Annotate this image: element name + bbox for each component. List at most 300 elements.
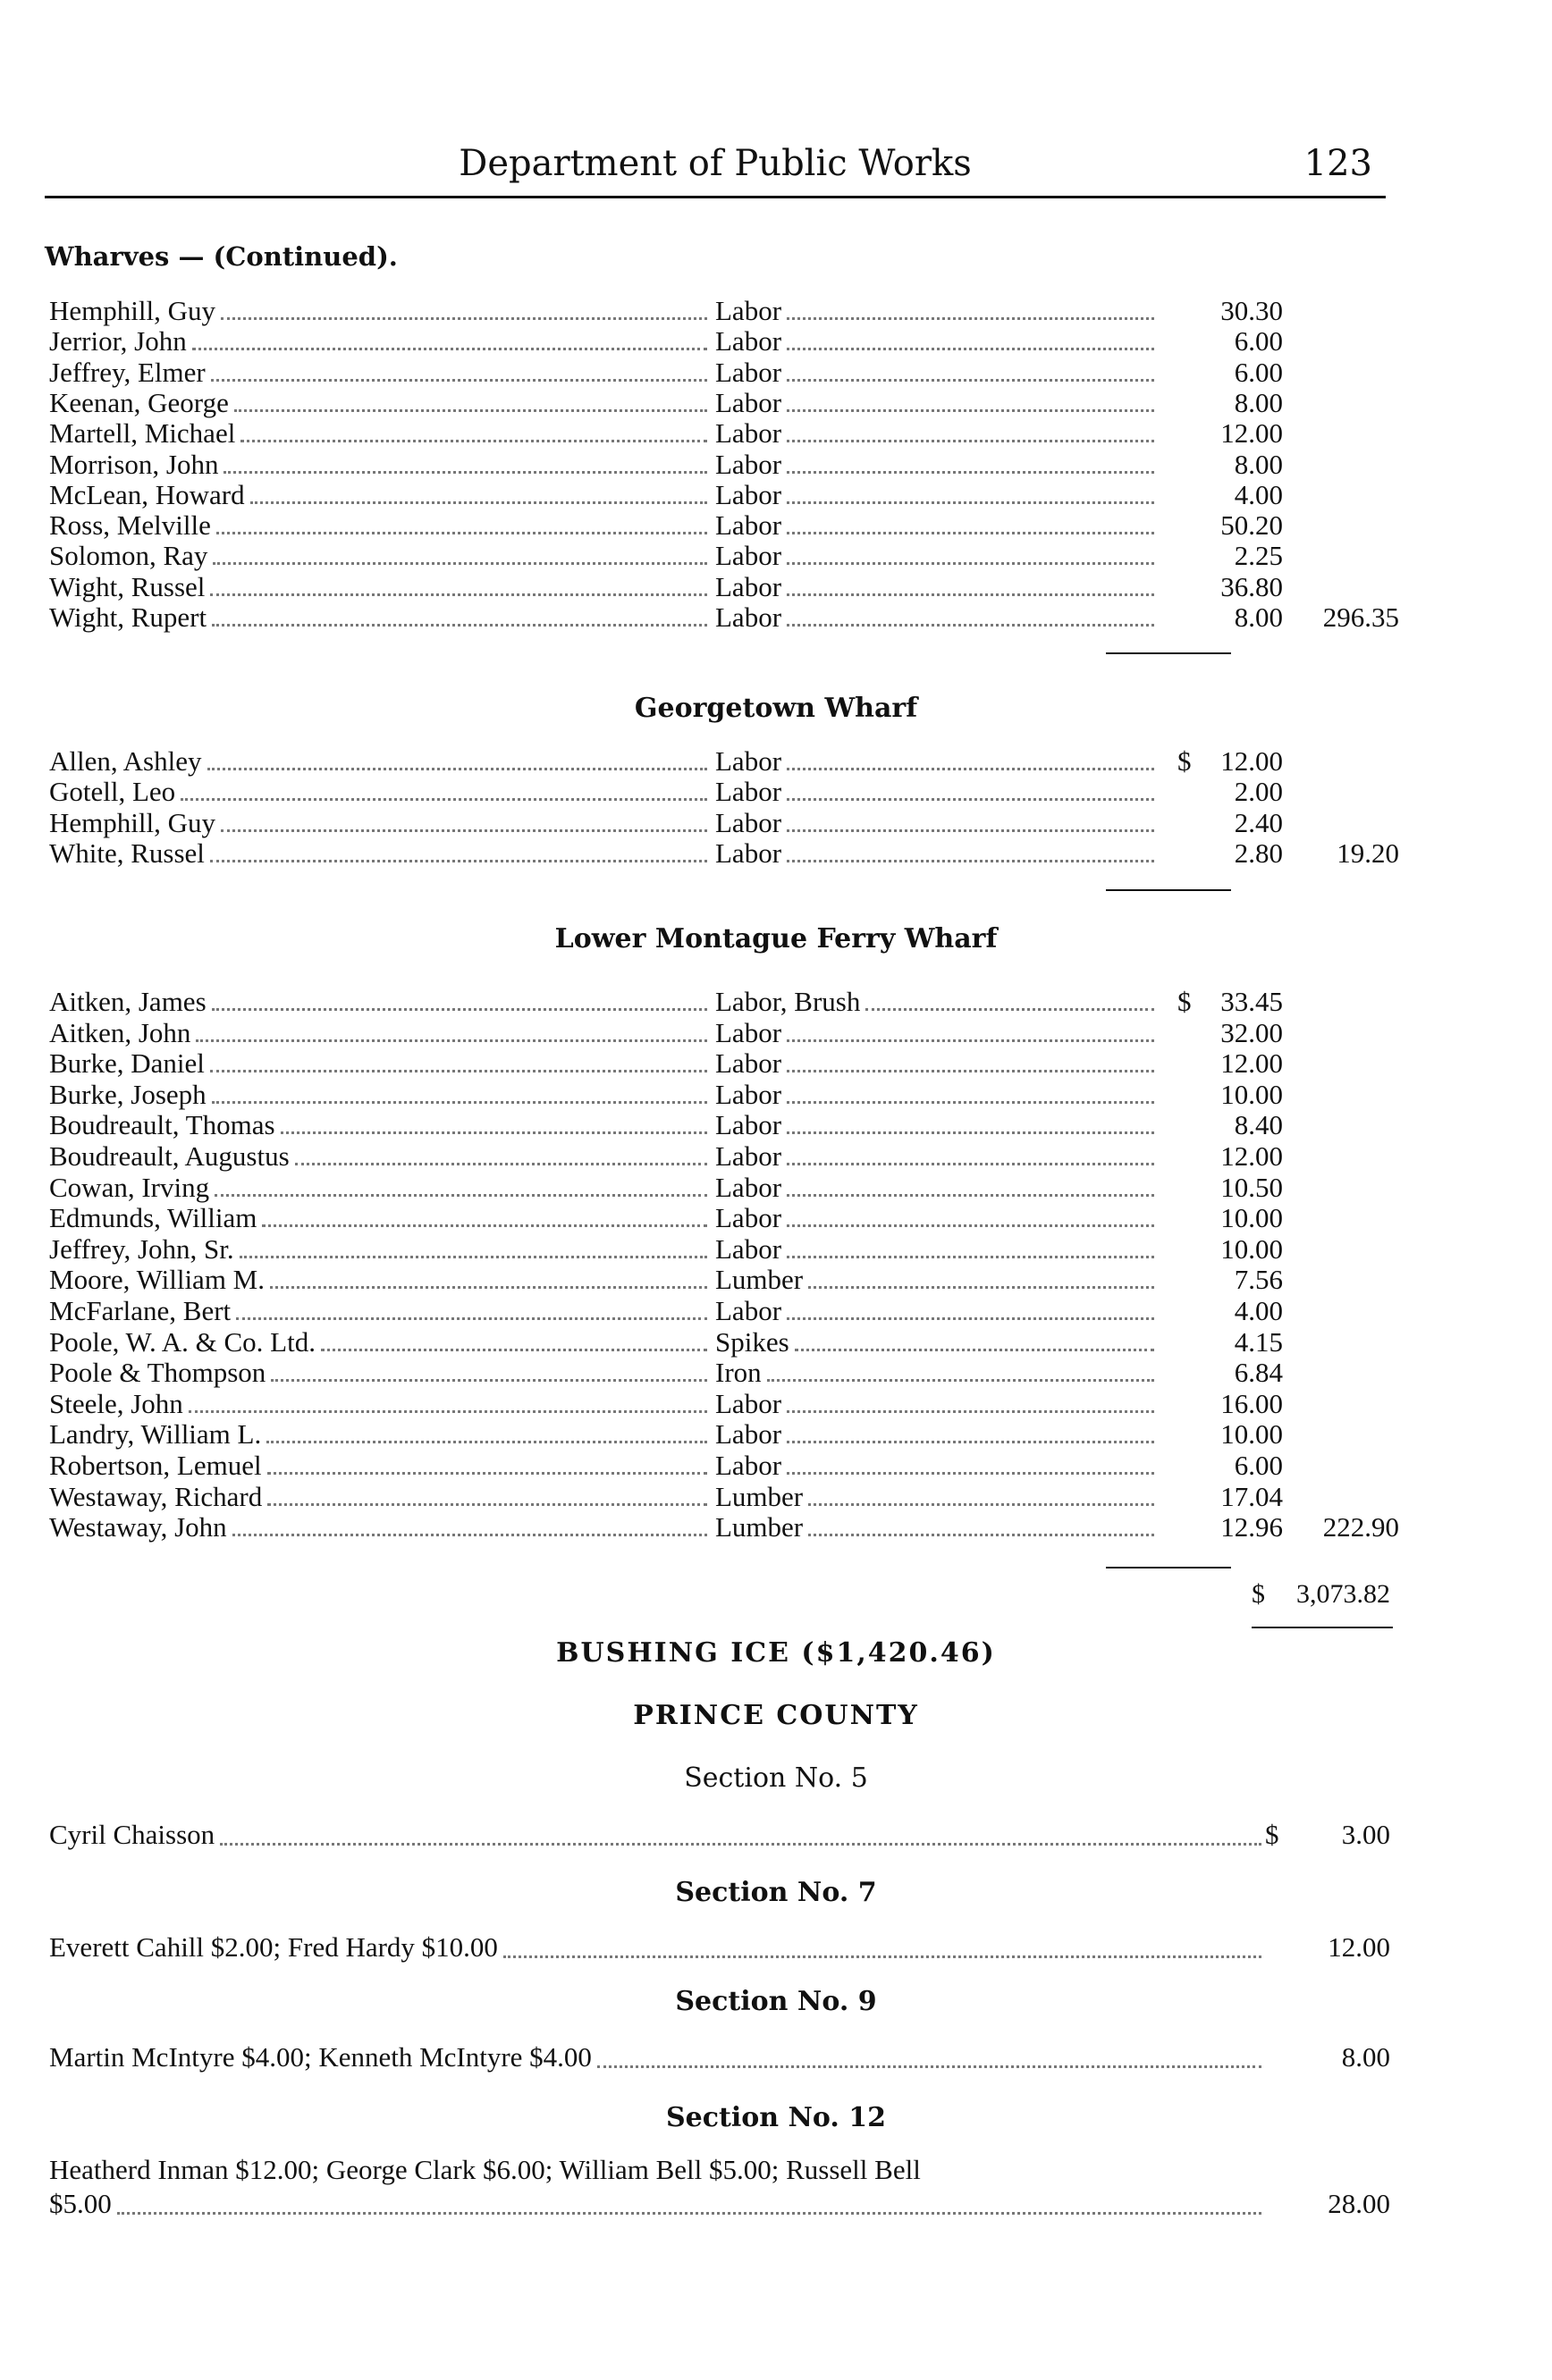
payment-type: Labor <box>715 449 782 480</box>
amount: 32.00 <box>1220 1016 1283 1048</box>
type-cell <box>715 1048 1158 1079</box>
payment-type: Labor <box>715 1110 782 1141</box>
type-cell <box>715 326 1158 357</box>
payment-type: Labor <box>715 1172 782 1203</box>
payment-type: Labor <box>715 602 782 633</box>
payee-name: Gotell, Leo <box>49 777 176 808</box>
amount: 6.00 <box>1234 356 1283 388</box>
payee-name: Wight, Rupert <box>49 602 207 633</box>
payment-type: Labor <box>715 1203 782 1234</box>
table-row <box>49 1110 1399 1140</box>
dot-leader <box>210 1048 707 1072</box>
table-row <box>49 746 1399 777</box>
type-cell <box>715 357 1158 388</box>
dollar-sign: $ <box>1177 745 1192 777</box>
dot-leader <box>808 1265 1154 1289</box>
dot-leader <box>212 987 707 1011</box>
table-row <box>49 1419 1399 1450</box>
dot-leader <box>787 1173 1154 1197</box>
table-row <box>49 987 1399 1017</box>
payee-name: Boudreault, Augustus <box>49 1141 290 1172</box>
amount: 2.00 <box>1234 776 1283 808</box>
dot-leader <box>295 1141 707 1165</box>
dot-leader <box>808 1482 1154 1506</box>
payment-type: Labor <box>715 357 782 388</box>
payee-name: Wight, Russel <box>49 571 206 602</box>
table-row <box>49 808 1399 838</box>
name-cell <box>49 746 711 777</box>
payee-name: Burke, Daniel <box>49 1048 205 1080</box>
item-text: Martin McIntyre $4.00; Kenneth McIntyre $4.00 <box>49 2041 592 2073</box>
dot-leader <box>196 1018 707 1042</box>
payee-name: Moore, William M. <box>49 1265 265 1296</box>
type-cell <box>715 987 1158 1017</box>
amount: 12.00 <box>1220 1047 1283 1080</box>
dot-leader <box>787 1018 1154 1042</box>
payee-name: Poole, W. A. & Co. Ltd. <box>49 1326 316 1358</box>
payee-name: Burke, Joseph <box>49 1079 207 1110</box>
subtotal-rule <box>1106 652 1231 654</box>
type-cell <box>715 1173 1158 1203</box>
subtotal-rule <box>1106 889 1231 891</box>
payee-name: Hemphill, Guy <box>49 296 215 326</box>
type-cell <box>715 541 1158 571</box>
dot-leader <box>270 1265 707 1289</box>
table-row <box>49 1203 1399 1233</box>
dot-leader <box>210 572 707 596</box>
payee-name: Keenan, George <box>49 387 229 418</box>
dot-leader <box>787 357 1154 382</box>
payment-type: Labor <box>715 1048 782 1080</box>
payment-type: Lumber <box>715 1265 804 1296</box>
name-cell <box>49 1265 711 1295</box>
type-cell <box>715 418 1158 449</box>
amount: 10.00 <box>1220 1078 1283 1110</box>
amount: 7.56 <box>1234 1264 1283 1296</box>
payee-name: Westaway, Richard <box>49 1481 263 1512</box>
name-cell <box>49 326 711 357</box>
section-9-heading: Section No. 9 <box>675 1986 877 2017</box>
dot-leader <box>787 510 1154 534</box>
dot-leader <box>192 326 707 350</box>
dot-leader <box>787 1141 1154 1165</box>
subtotal-rule <box>1106 1567 1231 1568</box>
name-cell <box>49 1451 711 1481</box>
table-row <box>49 510 1399 541</box>
dot-leader <box>787 1203 1154 1227</box>
bushing-ice-heading: BUSHING ICE ($1,420.46) <box>556 1637 996 1669</box>
table-row <box>49 418 1399 449</box>
dot-leader <box>221 808 707 832</box>
table-row <box>49 357 1399 388</box>
payment-type: Labor <box>715 296 782 326</box>
type-cell <box>715 572 1158 602</box>
type-cell <box>715 746 1158 777</box>
dot-leader <box>321 1327 707 1351</box>
payee-name: Landry, William L. <box>49 1419 262 1451</box>
dot-leader <box>787 450 1154 474</box>
page-title: Department of Public Works <box>459 143 972 184</box>
table-row <box>49 1048 1399 1079</box>
amount: 2.80 <box>1234 837 1283 869</box>
table-row <box>49 1512 1399 1543</box>
payee-name: Poole & Thompson <box>49 1358 266 1389</box>
page-number: 123 <box>1303 143 1372 184</box>
name-cell <box>49 357 711 388</box>
payment-type: Labor <box>715 777 782 808</box>
dot-leader <box>787 326 1154 350</box>
payment-type: Labor <box>715 1079 782 1110</box>
dollar-sign: $ <box>1177 986 1192 1017</box>
dot-leader <box>210 838 707 862</box>
table-row <box>49 541 1399 571</box>
dot-leader <box>224 450 707 474</box>
payment-type: Spikes <box>715 1326 789 1358</box>
dot-leader <box>267 1451 707 1475</box>
dot-leader <box>250 480 707 504</box>
grand-total <box>1252 1579 1390 1610</box>
section-7-heading: Section No. 7 <box>675 1877 877 1908</box>
item-amount: 12.00 <box>1328 1931 1390 1963</box>
dot-leader <box>787 1048 1154 1072</box>
payment-type: Labor <box>715 418 782 450</box>
type-cell <box>715 838 1158 869</box>
dot-leader <box>181 777 707 801</box>
table-row <box>49 296 1399 326</box>
type-cell <box>715 480 1158 510</box>
dot-leader <box>787 1296 1154 1320</box>
name-cell <box>49 1327 711 1358</box>
dot-leader <box>213 541 707 565</box>
name-cell <box>49 418 711 449</box>
section-12-item <box>49 2187 1390 2221</box>
amount: 10.00 <box>1220 1418 1283 1451</box>
dot-leader <box>117 2187 1261 2215</box>
section-9-item <box>49 2040 1390 2074</box>
type-cell <box>715 1018 1158 1048</box>
dot-leader <box>787 1110 1154 1134</box>
item-text: Cyril Chaisson <box>49 1819 215 1850</box>
amount: 8.00 <box>1234 601 1283 633</box>
prince-county-heading: PRINCE COUNTY <box>633 1700 919 1731</box>
page-header <box>45 134 1386 188</box>
payment-type: Labor <box>715 1388 782 1419</box>
payment-type: Labor <box>715 571 782 602</box>
dot-leader <box>221 296 707 320</box>
dot-leader <box>787 777 1154 801</box>
payment-type: Labor, Brush <box>715 987 861 1017</box>
amount: 50.20 <box>1220 509 1283 542</box>
type-cell <box>715 1234 1158 1265</box>
grand-total-amount: 3,073.82 <box>1296 1579 1390 1609</box>
table-row <box>49 1296 1399 1326</box>
name-cell <box>49 450 711 480</box>
dot-leader <box>787 1419 1154 1443</box>
dot-leader <box>787 746 1154 770</box>
section-5-heading: Section No. 5 <box>684 1762 868 1794</box>
amount: 8.40 <box>1234 1109 1283 1141</box>
name-cell <box>49 510 711 541</box>
table-row <box>49 1018 1399 1048</box>
table-row <box>49 572 1399 602</box>
payment-type: Labor <box>715 326 782 357</box>
payee-name: Jeffrey, John, Sr. <box>49 1233 234 1265</box>
table-row <box>49 1358 1399 1388</box>
payment-type: Labor <box>715 837 782 869</box>
payee-name: Jeffrey, Elmer <box>49 357 206 388</box>
type-cell <box>715 296 1158 326</box>
type-cell <box>715 1141 1158 1172</box>
subtotal: 222.90 <box>1322 1511 1399 1543</box>
amount: 30.30 <box>1220 295 1283 326</box>
name-cell <box>49 777 711 807</box>
section-12-text-line1: Heatherd Inman $12.00; George Clark $6.00; William Bell $5.00; Russell Bell <box>49 2154 921 2185</box>
name-cell <box>49 808 711 838</box>
type-cell <box>715 1080 1158 1110</box>
dot-leader <box>207 746 708 770</box>
amount: 4.00 <box>1234 1295 1283 1326</box>
payment-type: Labor <box>715 1419 782 1451</box>
name-cell <box>49 987 711 1017</box>
lower-montague-heading: Lower Montague Ferry Wharf <box>554 923 998 955</box>
payment-type: Labor <box>715 1141 782 1172</box>
payment-type: Labor <box>715 479 782 510</box>
payee-name: Aitken, James <box>49 987 207 1017</box>
amount: 36.80 <box>1220 570 1283 602</box>
dot-leader <box>262 1203 707 1227</box>
grand-total-rule <box>1252 1627 1393 1628</box>
name-cell <box>49 1512 711 1543</box>
name-cell <box>49 602 711 633</box>
payee-name: Robertson, Lemuel <box>49 1451 262 1481</box>
name-cell <box>49 1296 711 1326</box>
type-cell <box>715 1265 1158 1295</box>
dot-leader <box>232 1512 707 1536</box>
dot-leader <box>787 1451 1154 1475</box>
dot-leader <box>787 541 1154 565</box>
payee-name: Steele, John <box>49 1388 183 1419</box>
table-row <box>49 326 1399 357</box>
dot-leader <box>808 1512 1154 1536</box>
dot-leader <box>271 1358 707 1382</box>
name-cell <box>49 1419 711 1450</box>
payee-name: White, Russel <box>49 837 205 869</box>
table-row <box>49 1451 1399 1481</box>
amount: 12.00 <box>1220 417 1283 450</box>
table-row <box>49 388 1399 418</box>
section-5-item <box>49 1818 1390 1852</box>
table-row <box>49 1080 1399 1110</box>
name-cell <box>49 1048 711 1079</box>
type-cell <box>715 388 1158 418</box>
dot-leader <box>240 418 707 442</box>
payment-type: Labor <box>715 1296 782 1326</box>
payee-name: Jerrior, John <box>49 326 187 357</box>
payment-type: Labor <box>715 1017 782 1048</box>
name-cell <box>49 1203 711 1233</box>
payment-type: Labor <box>715 746 782 777</box>
amount: 10.00 <box>1220 1202 1283 1234</box>
type-cell <box>715 1110 1158 1140</box>
amount: 12.00 <box>1220 745 1283 777</box>
name-cell <box>49 1234 711 1265</box>
name-cell <box>49 296 711 326</box>
payment-type: Labor <box>715 1233 782 1265</box>
name-cell <box>49 1141 711 1172</box>
item-amount: 8.00 <box>1341 2041 1390 2073</box>
dot-leader <box>266 1419 707 1443</box>
item-text: Everett Cahill $2.00; Fred Hardy $10.00 <box>49 1931 498 1963</box>
dot-leader <box>865 987 1154 1011</box>
payment-type: Labor <box>715 541 782 572</box>
amount: 6.84 <box>1234 1357 1283 1389</box>
type-cell <box>715 1389 1158 1419</box>
payee-name: Westaway, John <box>49 1512 227 1543</box>
dot-leader <box>787 1389 1154 1413</box>
table-row <box>49 450 1399 480</box>
type-cell <box>715 808 1158 838</box>
dot-leader <box>503 1930 1261 1958</box>
type-cell <box>715 450 1158 480</box>
name-cell <box>49 388 711 418</box>
amount: 8.00 <box>1234 386 1283 418</box>
dot-leader <box>212 602 707 627</box>
amount: 10.00 <box>1220 1232 1283 1265</box>
type-cell <box>715 510 1158 541</box>
header-rule <box>45 196 1386 198</box>
name-cell <box>49 541 711 571</box>
table-row <box>49 777 1399 807</box>
payee-name: McFarlane, Bert <box>49 1296 232 1326</box>
amount: 10.50 <box>1220 1171 1283 1203</box>
item-text: $5.00 <box>49 2188 112 2219</box>
table-row <box>49 1173 1399 1203</box>
payee-name: Boudreault, Thomas <box>49 1110 275 1141</box>
type-cell <box>715 1451 1158 1481</box>
georgetown-wharf-heading: Georgetown Wharf <box>634 693 918 724</box>
name-cell <box>49 1358 711 1388</box>
type-cell <box>715 1419 1158 1450</box>
name-cell <box>49 480 711 510</box>
name-cell <box>49 1018 711 1048</box>
name-cell <box>49 1482 711 1512</box>
section-12-heading: Section No. 12 <box>665 2102 887 2133</box>
payment-type: Labor <box>715 1451 782 1481</box>
dot-leader <box>281 1110 707 1134</box>
payment-type: Iron <box>715 1358 762 1389</box>
table-row <box>49 1482 1399 1512</box>
dot-leader <box>787 808 1154 832</box>
name-cell <box>49 572 711 602</box>
amount: 17.04 <box>1220 1480 1283 1512</box>
payee-name: Cowan, Irving <box>49 1172 210 1203</box>
dot-leader <box>597 2040 1261 2068</box>
payment-type: Lumber <box>715 1481 804 1512</box>
dot-leader <box>234 388 707 412</box>
table-row <box>49 602 1399 633</box>
dot-leader <box>787 388 1154 412</box>
dot-leader <box>236 1296 707 1320</box>
type-cell <box>715 1327 1158 1358</box>
dot-leader <box>787 418 1154 442</box>
dot-leader <box>787 838 1154 862</box>
payment-type: Labor <box>715 510 782 542</box>
dot-leader <box>767 1358 1154 1382</box>
amount: 12.96 <box>1220 1511 1283 1543</box>
section-7-item <box>49 1930 1390 1964</box>
dot-leader <box>267 1482 707 1506</box>
wharves-continued-heading: Wharves — (Continued). <box>45 241 398 272</box>
name-cell <box>49 1110 711 1140</box>
type-cell <box>715 1296 1158 1326</box>
payee-name: Solomon, Ray <box>49 541 208 572</box>
payee-name: Martell, Michael <box>49 418 236 450</box>
subtotal: 19.20 <box>1337 837 1399 869</box>
amount: 2.25 <box>1234 540 1283 572</box>
amount: 6.00 <box>1234 1450 1283 1481</box>
dot-leader <box>787 296 1154 320</box>
dot-leader <box>212 1080 707 1104</box>
dot-leader <box>787 602 1154 627</box>
item-amount: 3.00 <box>1341 1819 1390 1850</box>
amount: 6.00 <box>1234 325 1283 357</box>
payment-type: Labor <box>715 387 782 418</box>
table-row <box>49 1234 1399 1265</box>
payee-name: Edmunds, William <box>49 1203 257 1234</box>
payee-name: Allen, Ashley <box>49 746 202 777</box>
amount: 12.00 <box>1220 1140 1283 1172</box>
payee-name: McLean, Howard <box>49 479 245 510</box>
payee-name: Aitken, John <box>49 1017 191 1048</box>
item-dollar: $ <box>1265 1819 1279 1850</box>
type-cell <box>715 602 1158 633</box>
name-cell <box>49 1080 711 1110</box>
dot-leader <box>216 510 707 534</box>
amount: 4.00 <box>1234 478 1283 510</box>
amount: 16.00 <box>1220 1387 1283 1419</box>
amount: 4.15 <box>1234 1325 1283 1358</box>
dot-leader <box>220 1818 1261 1846</box>
dot-leader <box>215 1173 707 1197</box>
dot-leader <box>240 1234 707 1258</box>
dot-leader <box>795 1327 1154 1351</box>
dot-leader <box>189 1389 707 1413</box>
table-row <box>49 1141 1399 1172</box>
payee-name: Ross, Melville <box>49 510 211 542</box>
type-cell <box>715 777 1158 807</box>
table-row <box>49 480 1399 510</box>
type-cell <box>715 1358 1158 1388</box>
name-cell <box>49 1389 711 1419</box>
table-row <box>49 1389 1399 1419</box>
dot-leader <box>211 357 707 382</box>
amount: 2.40 <box>1234 806 1283 838</box>
type-cell <box>715 1203 1158 1233</box>
amount: 8.00 <box>1234 448 1283 480</box>
type-cell <box>715 1512 1158 1543</box>
table-row <box>49 1265 1399 1295</box>
name-cell <box>49 838 711 869</box>
payment-type: Labor <box>715 807 782 838</box>
subtotal: 296.35 <box>1322 601 1399 633</box>
item-amount: 28.00 <box>1328 2188 1390 2219</box>
payment-type: Lumber <box>715 1512 804 1543</box>
dot-leader <box>787 480 1154 504</box>
dot-leader <box>787 1080 1154 1104</box>
grand-total-dollar: $ <box>1252 1579 1265 1609</box>
dot-leader <box>787 1234 1154 1258</box>
type-cell <box>715 1482 1158 1512</box>
